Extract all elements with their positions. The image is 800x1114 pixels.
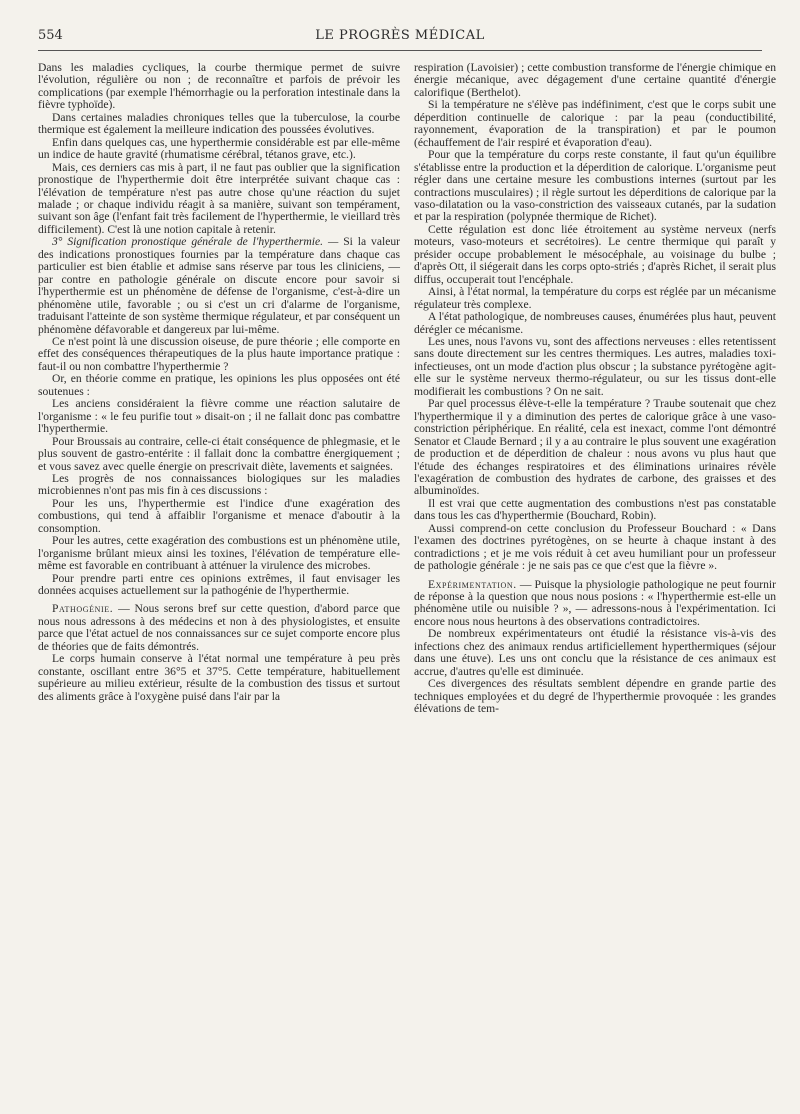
- paragraph: Le corps humain conserve à l'état normal une température à peu près constante, oscillant entre 36°5 et 37°5. Cette température, habituellement supérieure au milieu extérieur, résulte de la combustion des tissus et surtout des aliments grâce à l'oxygène puisé dans l'air par la: [38, 652, 400, 703]
- right-column: [414, 62, 776, 716]
- paragraph: Les unes, nous l'avons vu, sont des affections nerveuses : elles retentissent sans doute directement sur les centres thermiques. Les autres, maladies toxi-infectieuses, ont un mode d'action plus obscur ; la substance pyrétogène agit-elle sur le système nerveux thermo-régulateur, ou sur les tissus dont-elle modifierait les combustions ? On ne sait.: [414, 334, 776, 398]
- paragraph: [38, 603, 400, 653]
- running-title: LE PROGRÈS MÉDICAL: [315, 28, 485, 43]
- paragraph: [414, 579, 776, 629]
- paragraph: Cette régulation est donc liée étroitement au système nerveux (nerfs moteurs, vaso-moteurs et secrétoires). Le centre thermique qui paraît y présider occupe probablement le mésocéphale, au voisinage du bulbe ; d'après Ott, il siégerait dans les corps opto-striés ; d'après Richet, il serait plus diffus, occuperait tout l'encéphale.: [414, 222, 776, 286]
- section-heading: Pathogénie.: [52, 602, 114, 616]
- paragraph: Aussi comprend-on cette conclusion du Professeur Bouchard : « Dans l'examen des doctrines pyrétogènes, on se heurte à chaque instant à des contradictions ; et je me vois réduit à cet aveu humiliant pour un professeur de pathologie générale : je ne sais pas ce que c'est que la fièvre ».: [414, 521, 776, 573]
- page-header: [38, 28, 762, 51]
- paragraph: Pour prendre parti entre ces opinions extrêmes, il faut envisager les données acquises actuellement sur la pathogénie de l'hyperthermie.: [38, 571, 400, 598]
- page-number: 554: [38, 28, 63, 43]
- paragraph-body: — Puisque la physiologie pathologique ne peut fournir de réponse à la question que nous nous posions : « l'hyperthermie est-elle un phénomène utile ou nuisible ? », — adressons-nous à l'expérimentation. Ici encore nous nous heurtons à des observations contradictoires.: [414, 577, 776, 628]
- paragraph: Pour les autres, cette exagération des combustions est un phénomène utile, l'organisme brûlant mieux ainsi les toxines, l'élévation de température elle-même est favorable en contribuant à atténuer la virulence des microbes.: [38, 534, 400, 573]
- paragraph: Dans les maladies cycliques, la courbe thermique permet de suivre l'évolution, régulière ou non ; de reconnaître et parfois de prévoir les complications (par exemple l'hémorrhagie ou la perforation intestinale dans la fièvre typhoïde).: [38, 61, 400, 112]
- section-heading: Expérimentation.: [428, 577, 517, 591]
- paragraph: Enfin dans quelques cas, une hyperthermie considérable est par elle-même un indice de haute gravité (rhumatisme cérébral, tétanos grave, etc.).: [38, 135, 400, 162]
- paragraph: Si la température ne s'élève pas indéfiniment, c'est que le corps subit une déperdition continuelle de calorique : par la peau (conductibilité, rayonnement, évaporation de la transpiration) et par le poumon (échauffement de l'air respiré et évaporation d'eau).: [414, 98, 776, 149]
- paragraph: Ainsi, à l'état normal, la température du corps est réglée par un mécanisme régulateur très complexe.: [414, 285, 776, 311]
- paragraph: Ces divergences des résultats semblent dépendre en grande partie des techniques employées et du degré de l'hyperthermie provoquée : les grandes élévations de tem-: [414, 677, 776, 716]
- left-column: [38, 62, 400, 703]
- paragraph: Dans certaines maladies chroniques telles que la tuberculose, la courbe thermique est également la meilleure indication des poussées évolutives.: [38, 110, 400, 137]
- paragraph: Mais, ces derniers cas mis à part, il ne faut pas oublier que la signification pronostique de l'hyperthermie doit être interprétée suivant chaque cas : l'élévation de température n'est pas autre chose qu'une réaction du sujet malade ; or chaque individu réagit à sa manière, suivant son tempérament, suivant son âge (l'enfant fait très facilement de l'hyperthermie, le vieillard très difficilement). C'est là une notion capitale à retenir.: [38, 160, 400, 236]
- paragraph: Pour que la température du corps reste constante, il faut qu'un équilibre s'établisse entre la production et la déperdition de calorique. L'organisme peut régler dans une certaine mesure les combustions internes (surtout par les contractions musculaires) ; il règle surtout les déperditions de calorique par la vaso-dilatation ou la vaso-constriction des vaisseaux cutanés, par la sudation et par la respiration (polypnée thermique de Richet).: [414, 148, 776, 224]
- paragraph-body: Si la valeur des indications pronostiques fournies par la température dans chaque cas particulier est bien établie et admise sans réserve par tous les cliniciens, — par contre en pathologie générale on discute encore pour savoir si l'hyperthermie est un phénomène de défense de l'organisme, c'est-à-dire un phénomène utile, favorable ; ou si c'est un cri d'alarme de l'organisme, traduisant l'atteinte de son système thermique régulateur, et par conséquent un phénomène défavorable et dangereux par lui-même.: [38, 235, 401, 336]
- paragraph: Pour les uns, l'hyperthermie est l'indice d'une exagération des combustions, qui tend à affaiblir l'organisme et menace d'aboutir à la consomption.: [38, 496, 400, 535]
- paragraph: Les progrès de nos connaissances biologiques sur les maladies microbiennes n'ont pas mis fin à ces discussions :: [38, 471, 400, 498]
- paragraph: De nombreux expérimentateurs ont étudié la résistance vis-à-vis des infections chez des animaux rendus artificiellement hyperthermiques (séjour dans une étuve). Les uns ont conclu que la résistance de ces animaux est accrue, d'autres qu'elle est diminuée.: [414, 627, 776, 678]
- section-heading: 3° Signification pronostique générale de l'hyperthermie. —: [52, 235, 339, 249]
- paragraph: Pour Broussais au contraire, celle-ci était conséquence de phlegmasie, et le plus souvent de gastro-entérite : il fallait donc la combattre énergiquement ; et vous savez avec quelle énergie on prescrivait diète, lavements et saignées.: [38, 434, 400, 473]
- paragraph: A l'état pathologique, de nombreuses causes, énumérées plus haut, peuvent dérégler ce mécanisme.: [414, 310, 776, 336]
- paragraph: Les anciens considéraient la fièvre comme une réaction salutaire de l'organisme : « le feu purifie tout » disait-on ; il ne fallait donc pas combattre l'hyperthermie.: [38, 397, 400, 436]
- paragraph: Or, en théorie comme en pratique, les opinions les plus opposées ont été soutenues :: [38, 372, 400, 398]
- paragraph-body: — Nous serons bref sur cette question, d'abord parce que nous nous adressons à des médecins et non à des physiologistes, et ensuite parce que l'état actuel de nos connaissances sur ce sujet comporte encore plus de théories que de faits démontrés.: [38, 602, 400, 653]
- paragraph: respiration (Lavoisier) ; cette combustion transforme de l'énergie chimique en énergie mécanique, avec dégagement d'une certaine quantité d'énergie calorifique (Berthelot).: [414, 61, 776, 99]
- paragraph: Ce n'est point là une discussion oiseuse, de pure théorie ; elle comporte en effet des conséquences thérapeutiques de la plus haute importance pratique : faut-il ou non combattre l'hyperthermie ?: [38, 334, 400, 373]
- paragraph: Par quel processus élève-t-elle la température ? Traube soutenait que chez l'hyperthermique il y a diminution des pertes de calorique grâce à une vaso-constriction périphérique. En réalité, cela est inexact, comme l'ont démontré Senator et Claude Bernard ; il y a au contraire le plus souvent une exagération de production et de déperdition de chaleur : nous avons vu plus haut que l'étude des échanges respiratoires et des éliminations urinaires révèle l'exagération de combustion des hydrates de carbone, des graisses et des albuminoïdes.: [414, 397, 776, 498]
- paragraph: Il est vrai que cette augmentation des combustions n'est pas constatable dans tous les cas d'hyperthermie (Bouchard, Robin).: [414, 496, 776, 523]
- paragraph: [38, 236, 400, 336]
